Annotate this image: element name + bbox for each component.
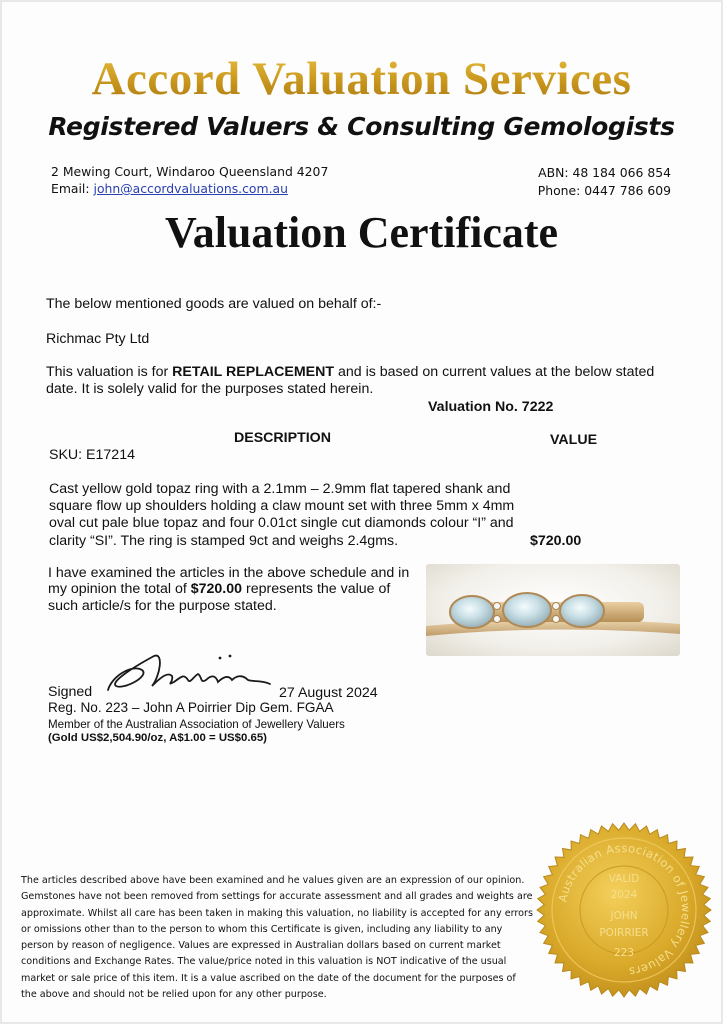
company-address: 2 Mewing Court, Windaroo Queensland 4207 (51, 164, 329, 179)
seal-name-last: POIRRIER (599, 927, 649, 939)
valuer-registration: Reg. No. 223 – John A Poirrier Dip Gem. FGAA (48, 700, 334, 715)
item-sku: SKU: E17214 (49, 447, 135, 463)
item-description: Cast yellow gold topaz ring with a 2.1mm – 2.9mm flat tapered shank and square flow up shoulders holding a claw mount set with three 5mm x 4mm oval cut pale blue topaz and four 0.01ct single cut diamonds colour “I” and clarity “SI”. The ring is stamped 9ct and weighs 2.4gms. (49, 481, 515, 549)
company-tagline: Registered Valuers & Consulting Gemologists (48, 112, 675, 141)
valuation-number: Valuation No. 7222 (428, 399, 554, 415)
signed-label: Signed (48, 684, 93, 700)
item-value: $720.00 (530, 533, 582, 549)
company-email-line (51, 181, 288, 196)
description-header: DESCRIPTION (234, 430, 331, 446)
signature-date: 27 August 2024 (279, 685, 378, 701)
purpose-text: This valuation is for RETAIL REPLACEMENT and is based on current values at the below stated date. It is solely valid for the purposes stated herein. (46, 364, 655, 397)
certificate-title: Valuation Certificate (164, 208, 559, 257)
signature-image (102, 646, 272, 698)
seal-name-first: JOHN (610, 910, 638, 922)
seal-number: 223 (613, 947, 635, 959)
email-link[interactable]: john@accordvaluations.com.au (93, 181, 288, 196)
value-header: VALUE (550, 432, 598, 448)
company-phone: Phone: 0447 786 609 (537, 183, 671, 198)
disclaimer-text: The articles described above have been examined and he values given are an expression of our opinion. Gemstones have not been removed from settings for accurate assessment and all grades and weights are approximate. Whilst all care has been taken in making this valuation, no liability is accepted for any errors or omissions other than to the person to whom this Certificate is given, including any liability to any person by reason of negligence. Values are expressed in Australian dollars based on current market conditions and Exchange Rates. The value/price noted in this valuation is NOT indicative of the usual market or sale price of this item. It is a value ascribed on the date of the document for the purposes of the above and should not be relied upon for any other purpose. (21, 875, 533, 1001)
valuer-membership: Member of the Australian Association of Jewellery Valuers (48, 718, 345, 731)
company-name: Accord Valuation Services (0, 52, 723, 106)
ring-photo (426, 564, 680, 656)
company-abn: ABN: 48 184 066 854 (538, 165, 671, 180)
gold-exchange-rate: (Gold US$2,504.90/oz, A$1.00 = US$0.65) (48, 732, 267, 744)
seal-ring-text: Australian Association of Jewellery Valuers (555, 840, 694, 979)
valuer-seal (536, 822, 712, 998)
statement-total: $720.00 (190, 581, 243, 598)
valuer-statement: I have examined the articles in the above schedule and in my opinion the total of $720.00 represents the value of such article/s for the purpose stated. (48, 565, 410, 614)
seal-year: 2024 (610, 889, 638, 901)
intro-text: The below mentioned goods are valued on behalf of:- (46, 296, 382, 312)
client-name: Richmac Pty Ltd (46, 331, 150, 347)
seal-valid: VALID (608, 873, 640, 885)
email-label: Email: (51, 181, 94, 196)
valuation-type: RETAIL REPLACEMENT (172, 364, 335, 380)
